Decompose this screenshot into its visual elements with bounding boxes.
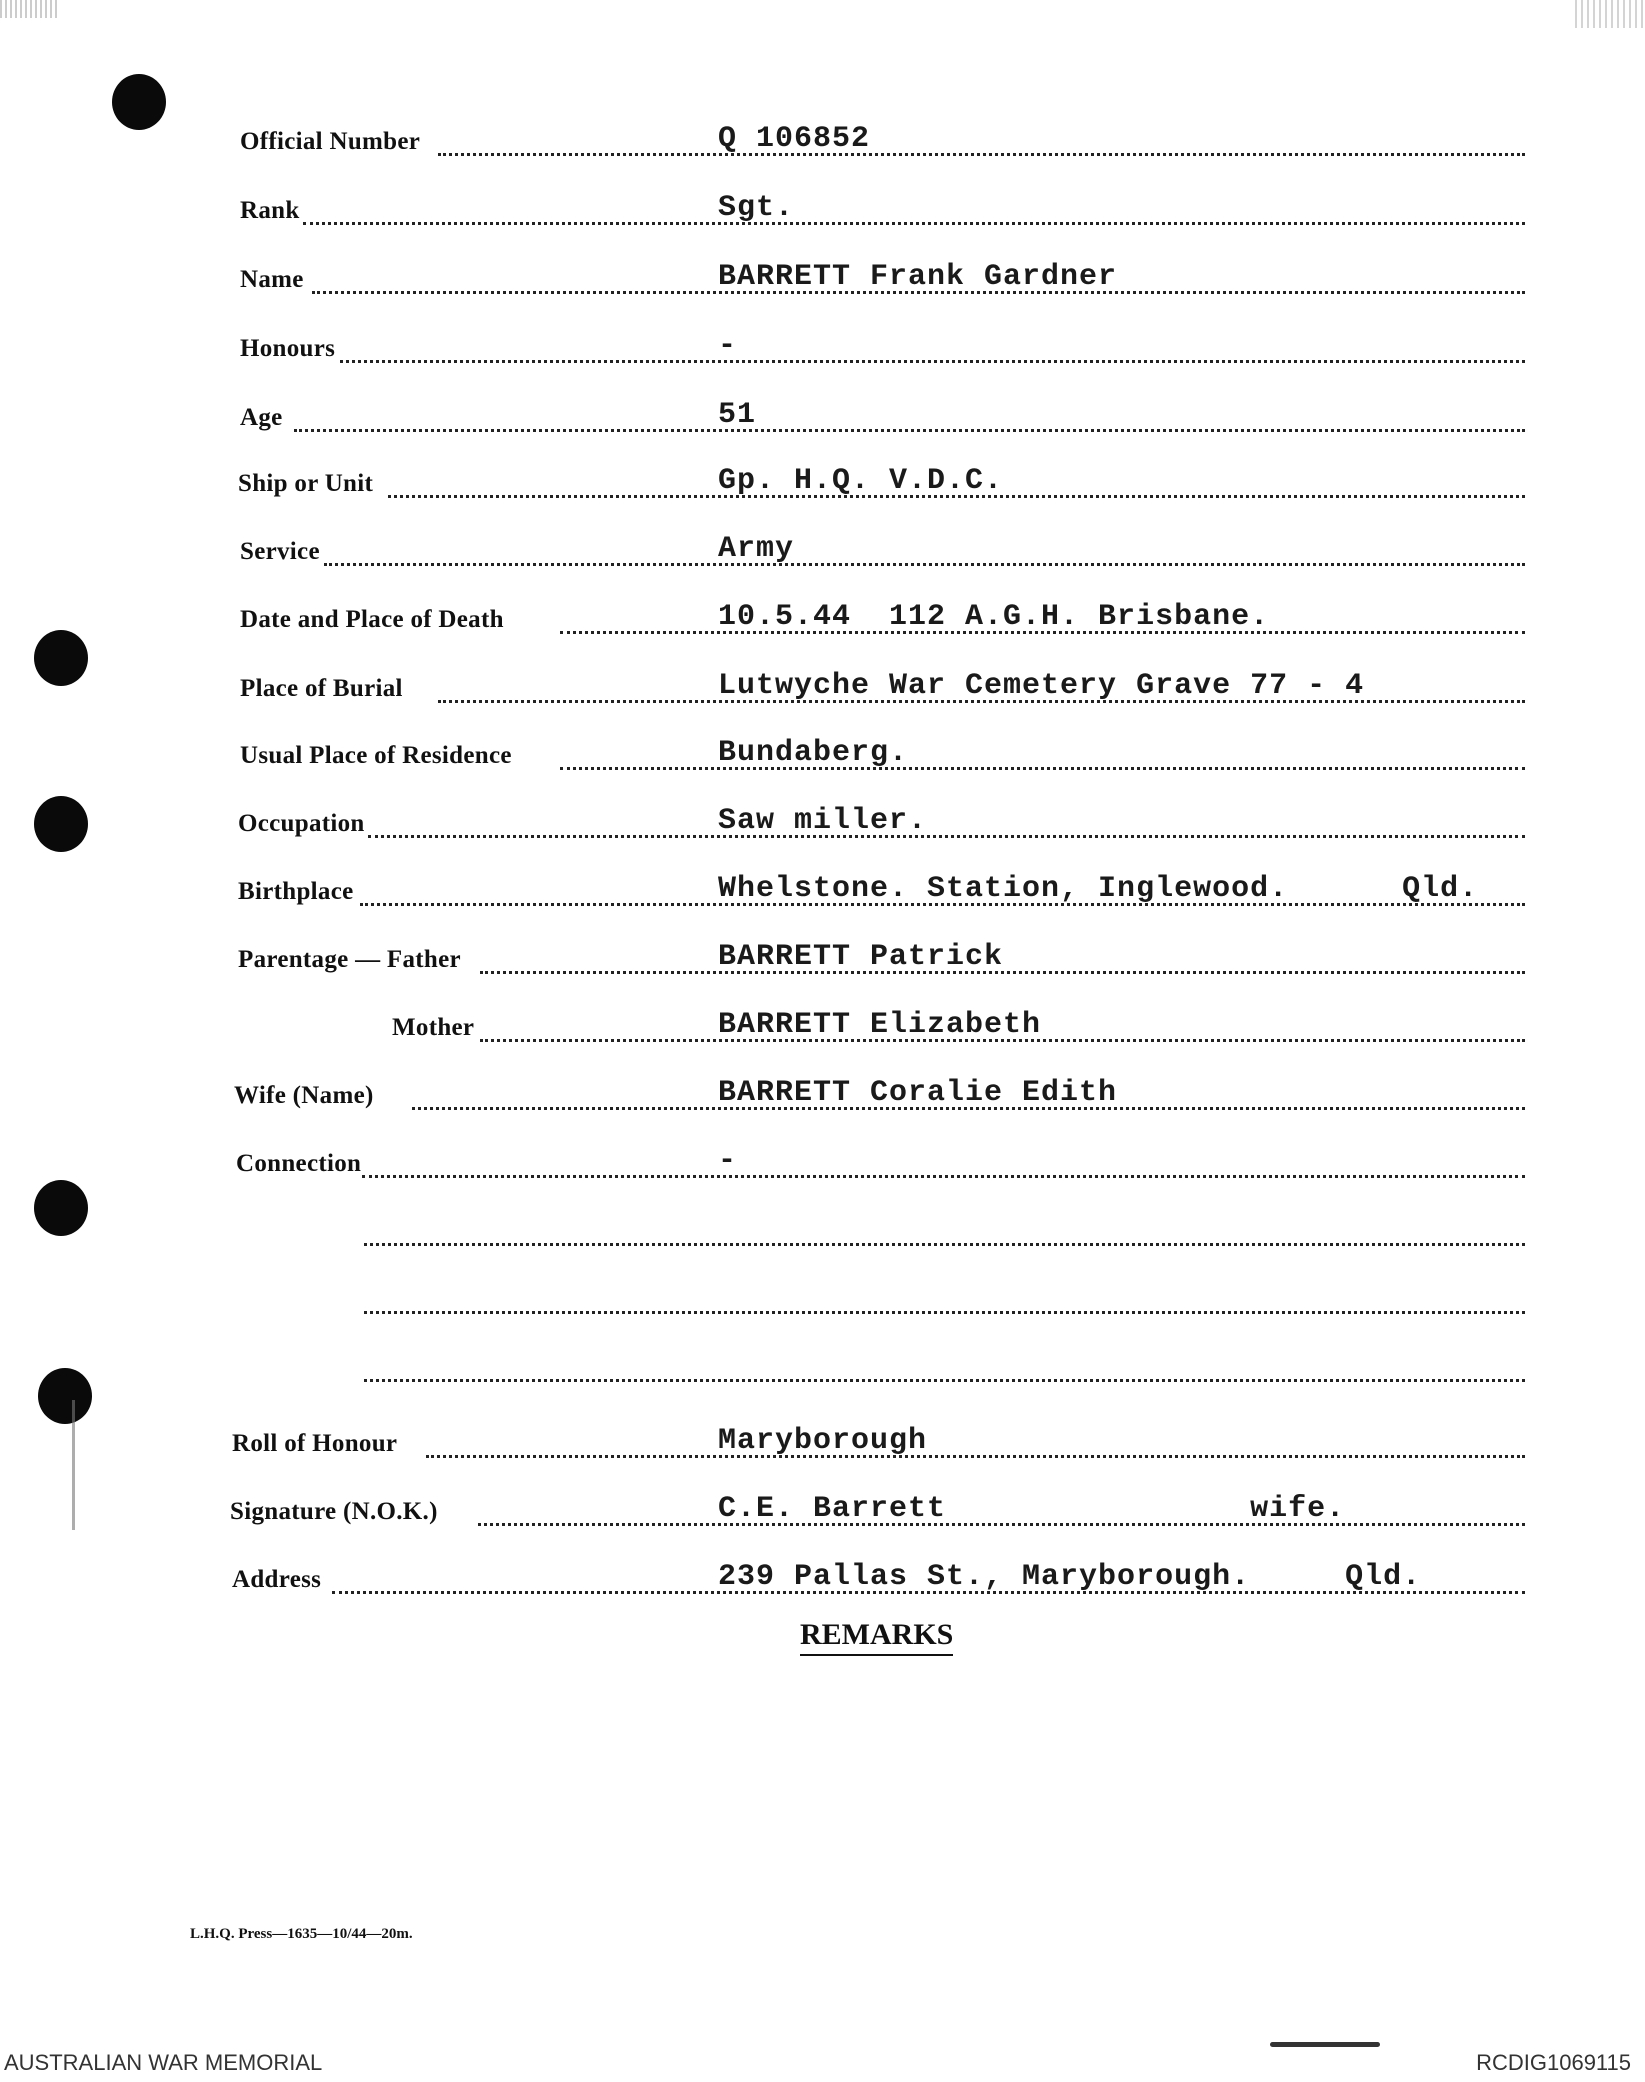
value: BARRETT Coralie Edith <box>718 1076 1118 1110</box>
dotted-line <box>368 835 1525 838</box>
dotted-line <box>364 1311 1525 1314</box>
row-occupation <box>0 798 1645 848</box>
label: Age <box>240 404 283 431</box>
value: Bundaberg. <box>718 736 909 770</box>
row-roll-of-honour <box>0 1418 1645 1468</box>
dotted-line <box>294 429 1525 432</box>
dotted-line <box>438 153 1525 156</box>
value: Gp. H.Q. V.D.C. <box>718 464 1004 498</box>
label: Name <box>240 266 304 293</box>
label: Roll of Honour <box>232 1430 398 1457</box>
value: Saw miller. <box>718 804 928 838</box>
row-father <box>0 934 1645 984</box>
row-address <box>0 1554 1645 1604</box>
row-name <box>0 254 1645 304</box>
row-date-place-death <box>0 594 1645 644</box>
blank-line <box>0 1342 1645 1392</box>
row-rank <box>0 185 1645 235</box>
label: Date and Place of Death <box>240 606 504 633</box>
value: Lutwyche War Cemetery Grave 77 - 4 <box>718 669 1365 703</box>
scan-edge-mark <box>0 0 60 18</box>
dotted-line <box>426 1455 1525 1458</box>
label: Parentage — Father <box>238 946 461 973</box>
label: Honours <box>240 335 336 362</box>
value: - <box>718 329 738 363</box>
value: 239 Pallas St., Maryborough. Qld. <box>718 1560 1422 1594</box>
dotted-line <box>340 360 1525 363</box>
row-birthplace <box>0 866 1645 916</box>
label: Place of Burial <box>240 675 403 702</box>
dotted-line <box>362 1175 1525 1178</box>
label: Address <box>232 1566 322 1593</box>
dotted-line <box>364 1243 1525 1246</box>
label: Official Number <box>240 128 421 155</box>
label: Wife (Name) <box>234 1082 374 1109</box>
value: BARRETT Frank Gardner <box>718 260 1118 294</box>
value: C.E. Barrett wife. <box>718 1492 1346 1526</box>
dotted-line <box>560 767 1525 770</box>
label: Birthplace <box>238 878 354 905</box>
blank-line <box>0 1206 1645 1256</box>
row-service <box>0 526 1645 576</box>
dotted-line <box>364 1379 1525 1382</box>
row-ship-or-unit <box>0 458 1645 508</box>
value: 51 <box>718 398 757 432</box>
blank-line <box>0 1274 1645 1324</box>
label: Connection <box>236 1150 362 1177</box>
row-mother <box>0 1002 1645 1052</box>
label: Service <box>240 538 320 565</box>
dotted-line <box>303 222 1525 225</box>
archive-credit: AUSTRALIAN WAR MEMORIAL <box>4 2050 323 2075</box>
archive-id: RCDIG1069115 <box>1476 2050 1631 2075</box>
dotted-line <box>324 563 1525 566</box>
ink-mark <box>1270 2042 1380 2047</box>
row-wife <box>0 1070 1645 1120</box>
value: - <box>718 1144 738 1178</box>
row-signature-nok <box>0 1486 1645 1536</box>
value: BARRETT Patrick <box>718 940 1004 974</box>
row-place-of-burial <box>0 663 1645 713</box>
scan-edge-mark <box>1575 0 1645 28</box>
value: 10.5.44 112 A.G.H. Brisbane. <box>718 600 1270 634</box>
label: Signature (N.O.K.) <box>230 1498 438 1525</box>
value: Whelstone. Station, Inglewood. Qld. <box>718 872 1479 906</box>
value: Maryborough <box>718 1424 928 1458</box>
value: Q 106852 <box>718 122 871 156</box>
row-connection <box>0 1138 1645 1188</box>
row-age <box>0 392 1645 442</box>
value: BARRETT Elizabeth <box>718 1008 1042 1042</box>
value: Army <box>718 532 795 566</box>
row-official-number <box>0 116 1645 166</box>
label: Ship or Unit <box>238 470 374 497</box>
label: Mother <box>392 1014 475 1041</box>
row-honours <box>0 323 1645 373</box>
row-usual-residence <box>0 730 1645 780</box>
label: Usual Place of Residence <box>240 742 512 769</box>
print-code: L.H.Q. Press—1635—10/44—20m. <box>190 1926 413 1942</box>
value: Sgt. <box>718 191 795 225</box>
remarks-heading: REMARKS <box>800 1618 953 1656</box>
label: Rank <box>240 197 300 224</box>
label: Occupation <box>238 810 365 837</box>
